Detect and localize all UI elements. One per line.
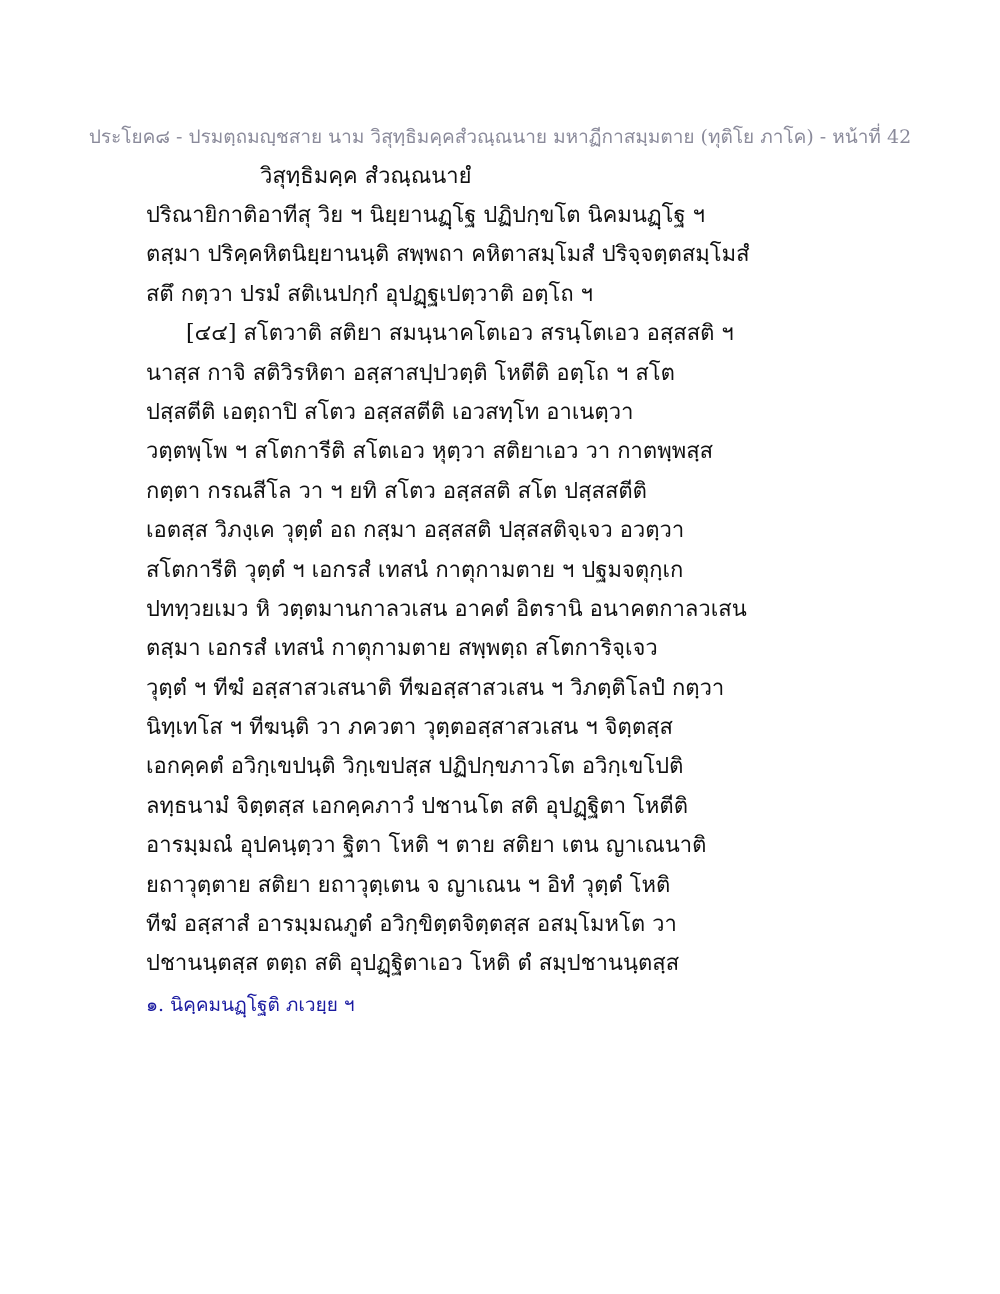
- text-line: นาสฺส กาจิ สติวิรหิตา อสฺสาสปฺปวตฺติ โหตีติ อตฺโถ ฯ สโต: [146, 360, 675, 386]
- section-title: วิสุทฺธิมคฺค สํวณฺณนายํ: [260, 164, 472, 189]
- text-line: นิทฺเทโส ฯ ทีฆนฺติ วา ภควตา วุตฺตอสฺสาสวเสน ฯ จิตฺตสฺส: [146, 715, 673, 741]
- footnote: ๑. นิคฺคมนฏฺโฐติ ภเวยฺย ฯ: [146, 994, 355, 1016]
- paragraph-start-line: [๔๔] สโตวาติ สติยา สมนฺนาคโตเอว สรนฺโตเอว อสฺสสติ ฯ: [186, 321, 734, 347]
- text-line: สตึ กตฺวา ปรมํ สติเนปกฺกํ อุปฏฺฐเปตฺวาติ อตฺโถ ฯ: [146, 281, 593, 307]
- text-line: เอตสฺส วิภงฺเค วุตฺตํ อถ กสฺมา อสฺสสติ ปสฺสสติจฺเจว อวตฺวา: [146, 518, 685, 544]
- text-line: ทีฆํ อสฺสาสํ อารมฺมณภูตํ อวิกฺขิตฺตจิตฺตสฺส อสมฺโมหโต วา: [146, 912, 677, 938]
- text-line: สโตการีติ วุตฺตํ ฯ เอกรสํ เทสนํ กาตุกามตาย ฯ ปฐมจตุกฺเก: [146, 557, 684, 583]
- text-line: ยถาวุตฺตาย สติยา ยถาวุตฺเตน จ ญาเณน ฯ อิทํ วุตฺตํ โหติ: [146, 872, 671, 898]
- text-line: ปททฺวยเมว หิ วตฺตมานกาลวเสน อาคตํ อิตรานิ อนาคตกาลวเสน: [146, 596, 747, 622]
- text-line: ปริณายิกาติอาทีสุ วิย ฯ นิยฺยานฏฺโฐ ปฏิปกฺขโต นิคมนฏฺโฐ ฯ: [146, 203, 705, 228]
- text-line: ปสฺสตีติ เอตฺถาปิ สโตว อสฺสสตีติ เอวสทฺโท อาเนตฺวา: [146, 399, 634, 425]
- running-header: ประโยค๘ - ปรมตฺถมญฺชสาย นาม วิสุทฺธิมคฺคสํวณฺณนาย มหาฏีกาสมฺมตาย (ทุติโย ภาโค) - หน้าที่ 42: [88, 126, 912, 148]
- text-line: เอกคฺคตํ อวิกฺเขปนฺติ วิกฺเขปสฺส ปฏิปกฺขภาวโต อวิกฺเขโปติ: [146, 754, 684, 780]
- body-text: [146, 196, 866, 984]
- text-line: ลทฺธนามํ จิตฺตสฺส เอกคฺคภาวํ ปชานโต สติ อุปฏฺฐิตา โหตีติ: [146, 793, 689, 819]
- text-line: วตฺตพฺโพ ฯ สโตการีติ สโตเอว หุตฺวา สติยาเอว วา กาตพฺพสฺส: [146, 439, 714, 465]
- text-line: วุตฺตํ ฯ ทีฆํ อสฺสาสวเสนาติ ทีฆอสฺสาสวเสน ฯ วิภตฺติโลปํ กตฺวา: [146, 675, 725, 701]
- text-line: ตสฺมา เอกรสํ เทสนํ กาตุกามตาย สพฺพตฺถ สโตการิจฺเจว: [146, 636, 658, 662]
- text-line: กตฺตา กรณสีโล วา ฯ ยทิ สโตว อสฺสสติ สโต ปสฺสสตีติ: [146, 478, 647, 504]
- text-line: อารมฺมณํ อุปคนฺตฺวา ฐิตา โหติ ฯ ตาย สติยา เตน ญาเณนาติ: [146, 833, 707, 859]
- text-line: ตสฺมา ปริคฺคหิตนิยฺยานนฺติ สพฺพถา คหิตาสมฺโมสํ ปริจฺจตฺตสมฺโมสํ: [146, 242, 750, 268]
- text-line: ปชานนฺตสฺส ตตฺถ สติ อุปฏฺฐิตาเอว โหติ ตํ สมฺปชานนฺตสฺส: [146, 951, 680, 977]
